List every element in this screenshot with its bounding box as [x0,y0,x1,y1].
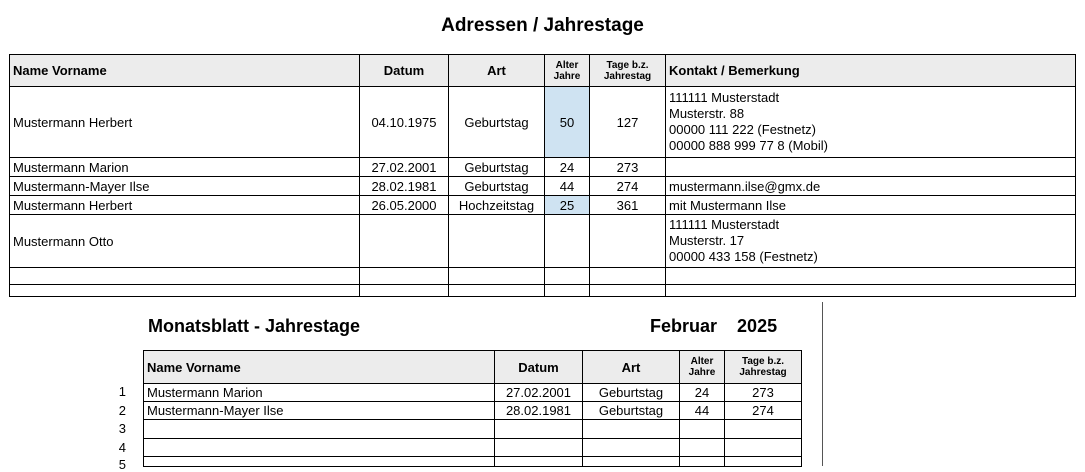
kontakt-line: 111111 Musterstadt [669,90,780,105]
col-header-kontakt[interactable]: Kontakt / Bemerkung [666,55,1076,87]
col-header-name[interactable]: Name Vorname [10,55,360,87]
kontakt-line: Musterstr. 88 [669,106,745,121]
kontakt-line: 00000 111 222 (Festnetz) [669,122,816,137]
table-row-empty [10,285,1076,297]
kontakt-line: Musterstr. 17 [669,233,745,248]
cell-empty[interactable] [583,457,680,467]
cell-kontakt[interactable] [666,215,1076,268]
monthly-header-row [144,351,802,384]
cell-empty[interactable] [666,268,1076,285]
cell-art[interactable]: Geburtstag [449,158,545,177]
cell-empty[interactable] [725,457,802,467]
cell-art[interactable]: Geburtstag [449,87,545,158]
monthly-row [144,384,802,402]
cell-empty[interactable] [680,457,725,467]
cell-alter[interactable]: 50 [545,87,590,158]
cell-alter[interactable]: 44 [545,177,590,196]
cell-datum[interactable]: 27.02.2001 [360,158,449,177]
cell-name[interactable]: Mustermann-Mayer Ilse [10,177,360,196]
row-number: 4 [118,440,126,455]
cell-tage[interactable] [590,215,666,268]
cell-kontakt[interactable]: mustermann.ilse@gmx.de [666,177,1076,196]
monthly-period [650,316,777,337]
cell-alter[interactable]: 24 [545,158,590,177]
cell-name[interactable]: Mustermann Herbert [10,87,360,158]
cell-art[interactable] [449,215,545,268]
col-header-name[interactable]: Name Vorname [144,351,495,384]
cell-empty[interactable] [725,439,802,457]
cell-alter[interactable]: 25 [545,196,590,215]
cell-name[interactable]: Mustermann-Mayer Ilse [144,402,495,420]
row-number: 5 [118,457,126,472]
kontakt-line: 00000 888 999 77 8 (Mobil) [669,138,829,153]
table-row [10,215,1076,268]
cell-tage[interactable]: 274 [590,177,666,196]
row-number: 3 [118,421,126,436]
table-row [10,196,1076,215]
cell-datum[interactable]: 26.05.2000 [360,196,449,215]
monthly-table [143,350,802,467]
row-number: 1 [118,384,126,399]
kontakt-line: 111111 Musterstadt [669,217,780,232]
cell-empty[interactable] [583,439,680,457]
monthly-year: 2025 [737,316,778,336]
cell-empty[interactable] [10,285,360,297]
cell-empty[interactable] [144,420,495,439]
cell-empty[interactable] [495,457,583,467]
cell-empty[interactable] [449,285,545,297]
cell-datum[interactable]: 28.02.1981 [360,177,449,196]
cell-datum[interactable] [360,215,449,268]
cell-name[interactable]: Mustermann Marion [144,384,495,402]
cell-datum[interactable]: 04.10.1975 [360,87,449,158]
table-row-empty [10,268,1076,285]
col-header-datum[interactable]: Datum [360,55,449,87]
cell-empty[interactable] [680,439,725,457]
table-row [10,177,1076,196]
cell-empty[interactable] [495,420,583,439]
cell-tage[interactable]: 274 [725,402,802,420]
col-header-art[interactable]: Art [449,55,545,87]
cell-empty[interactable] [545,285,590,297]
cell-art[interactable]: Geburtstag [583,402,680,420]
monthly-row-empty [144,420,802,439]
monthly-row-empty [144,457,802,467]
col-header-tage[interactable]: Tage b.z. Jahrestag [725,351,802,384]
cell-empty[interactable] [10,268,360,285]
col-header-tage[interactable]: Tage b.z. Jahrestag [590,55,666,87]
cell-kontakt[interactable] [666,87,1076,158]
col-header-art[interactable]: Art [583,351,680,384]
address-table [9,54,1076,297]
cell-tage[interactable]: 127 [590,87,666,158]
table-row [10,87,1076,158]
monthly-row-empty [144,439,802,457]
cell-name[interactable]: Mustermann Marion [10,158,360,177]
cell-alter[interactable] [545,215,590,268]
cell-datum[interactable]: 28.02.1981 [495,402,583,420]
cell-alter[interactable]: 44 [680,402,725,420]
cell-empty[interactable] [495,439,583,457]
cell-empty[interactable] [144,457,495,467]
col-header-alter[interactable]: Alter Jahre [545,55,590,87]
cell-name[interactable]: Mustermann Otto [10,215,360,268]
col-header-alter[interactable]: Alter Jahre [680,351,725,384]
monthly-title: Monatsblatt - Jahrestage [148,316,361,336]
cell-empty[interactable] [583,420,680,439]
cell-empty[interactable] [360,285,449,297]
monthly-month: Februar [650,316,718,336]
cell-empty[interactable] [725,420,802,439]
monthly-row [144,402,802,420]
cell-empty[interactable] [666,285,1076,297]
cell-empty[interactable] [144,439,495,457]
cell-tage[interactable]: 361 [590,196,666,215]
cell-tage[interactable]: 273 [590,158,666,177]
header-row [10,55,1076,87]
cell-empty[interactable] [545,268,590,285]
cell-art[interactable]: Geburtstag [449,177,545,196]
cell-art[interactable]: Hochzeitstag [449,196,545,215]
row-number: 2 [118,403,126,418]
cell-empty[interactable] [590,285,666,297]
cell-name[interactable]: Mustermann Herbert [10,196,360,215]
cell-empty[interactable] [680,420,725,439]
cell-empty[interactable] [590,268,666,285]
cell-alter[interactable]: 24 [680,384,725,402]
cell-kontakt[interactable]: mit Mustermann Ilse [666,196,1076,215]
cell-empty[interactable] [360,268,449,285]
table-row [10,158,1076,177]
cell-tage[interactable]: 273 [725,384,802,402]
cell-kontakt[interactable] [666,158,1076,177]
page-title: Adressen / Jahrestage [441,15,644,36]
col-header-datum[interactable]: Datum [495,351,583,384]
cell-empty[interactable] [449,268,545,285]
sheet-divider [822,302,823,466]
kontakt-line: 00000 433 158 (Festnetz) [669,249,818,264]
cell-datum[interactable]: 27.02.2001 [495,384,583,402]
cell-art[interactable]: Geburtstag [583,384,680,402]
